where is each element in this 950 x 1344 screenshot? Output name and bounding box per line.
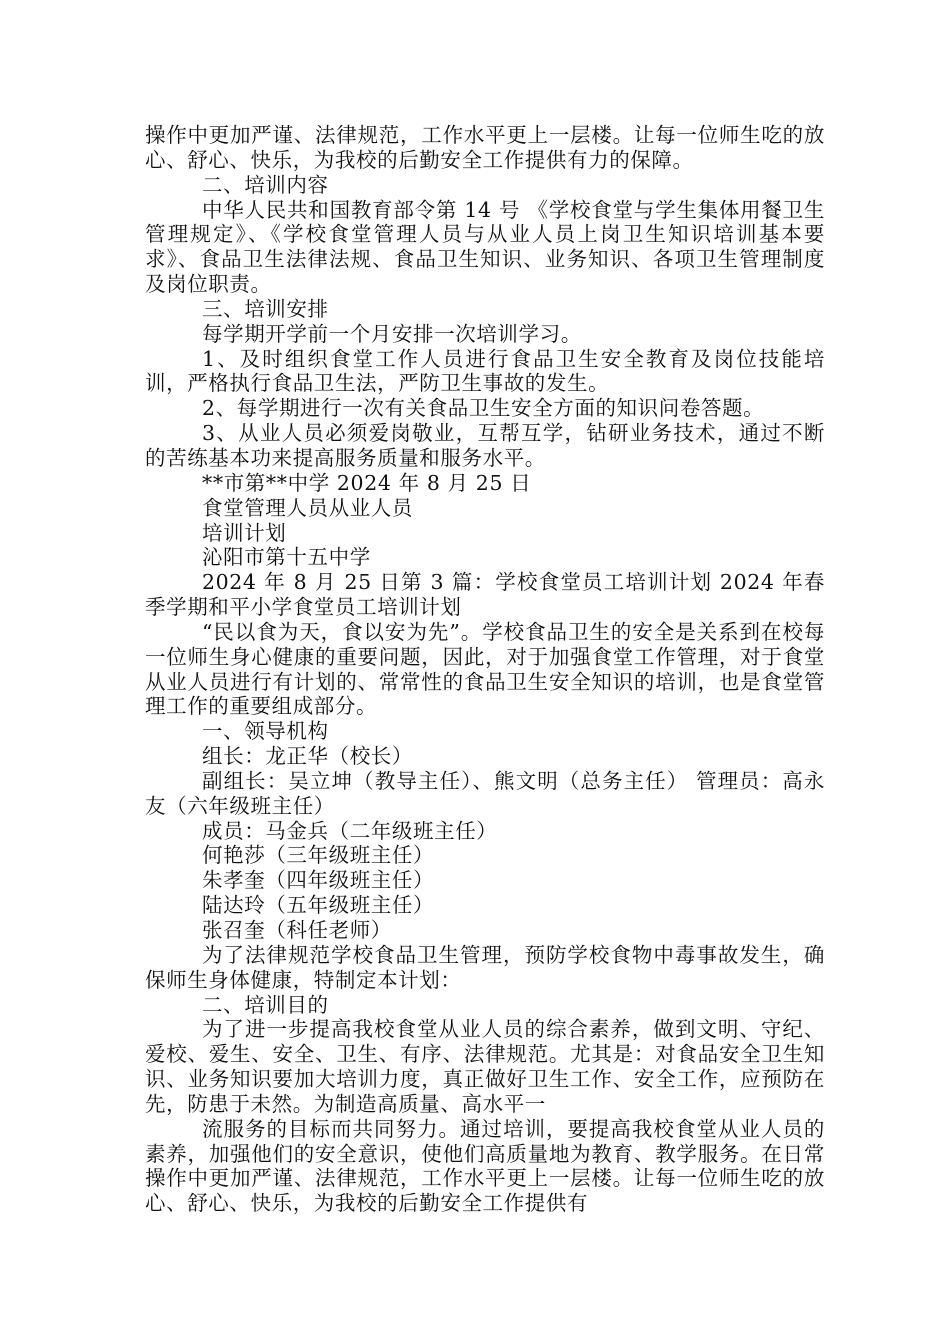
- section-heading: 二、培训内容: [202, 172, 329, 197]
- member-line: 陆达玲（五年级班主任）: [202, 893, 435, 918]
- member-line: 副组长：吴立坤（教导主任）、熊文明（总务主任） 管理员：高永友（六年级班主任）: [145, 768, 825, 818]
- member-line: 何艳莎（三年级班主任）: [202, 843, 435, 868]
- signature-date: **市第**中学 2024 年 8 月 25 日: [202, 470, 532, 495]
- paragraph: 每学期开学前一个月安排一次培训学习。: [202, 321, 582, 346]
- paragraph: 为了进一步提高我校食堂从业人员的综合素养，做到文明、守纪、爱校、爱生、安全、卫生、有序、法律规范。尤其是：对食品安全卫生知识、业务知识要加大培训力度，真正做好卫生工作、安全工作，应预防在先，防患于未然。为制造高质量、高水平一: [145, 1017, 825, 1116]
- article-header: 2024 年 8 月 25 日第 3 篇：学校食堂员工培训计划 2024 年春季学期和平小学食堂员工培训计划: [145, 570, 825, 620]
- member-line: 成员：马金兵（二年级班主任）: [202, 818, 498, 843]
- list-item: 1、及时组织食堂工作人员进行食品卫生安全教育及岗位技能培训，严格执行食品卫生法，严防卫生事故的发生。: [145, 346, 825, 396]
- paragraph: 流服务的目标而共同努力。通过培训，要提高我校食堂从业人员的素养，加强他们的安全意识，使他们高质量地为教育、教学服务。在日常操作中更加严谨、法律规范，工作水平更上一层楼。让每一位师生吃的放心、舒心、快乐，为我校的后勤安全工作提供有: [145, 1116, 825, 1216]
- list-item: 3、从业人员必须爱岗敬业，互帮互学，钻研业务技术，通过不断的苦练基本功来提高服务质量和服务水平。: [145, 421, 825, 470]
- section-heading: 一、领导机构: [202, 719, 329, 744]
- document-body: [145, 123, 825, 1216]
- section-heading: 二、培训目的: [202, 992, 329, 1017]
- member-line: 张召奎（科任老师）: [202, 918, 392, 942]
- member-line: 朱孝奎（四年级班主任）: [202, 868, 435, 893]
- school-name: 沁阳市第十五中学: [202, 545, 371, 570]
- paragraph: 中华人民共和国教育部令第 14 号 《学校食堂与学生集体用餐卫生管理规定》、《学校食堂管理人员与从业人员上岗卫生知识培训基本要求》、食品卫生法律法规、食品卫生知识、业务知识、各项卫生管理制度及岗位职责。: [145, 197, 825, 297]
- member-line: 组长：龙正华（校长）: [202, 744, 413, 769]
- document-title-line: 食堂管理人员从业人员: [202, 495, 413, 520]
- section-heading: 三、培训安排: [202, 296, 329, 321]
- paragraph: 操作中更加严谨、法律规范，工作水平更上一层楼。让每一位师生吃的放心、舒心、快乐，为我校的后勤安全工作提供有力的保障。: [145, 123, 825, 172]
- paragraph: 为了法律规范学校食品卫生管理，预防学校食物中毒事故发生，确保师生身体健康，特制定本计划：: [145, 942, 825, 992]
- list-item: 2、每学期进行一次有关食品卫生安全方面的知识问卷答题。: [202, 396, 765, 421]
- paragraph: “民以食为天，食以安为先”。学校食品卫生的安全是关系到在校每一位师生身心健康的重要问题，因此，对于加强食堂工作管理，对于食堂从业人员进行有计划的、常常性的食品卫生安全知识的培训，也是食堂管理工作的重要组成部分。: [145, 619, 825, 719]
- document-title-line: 培训计划: [202, 520, 287, 545]
